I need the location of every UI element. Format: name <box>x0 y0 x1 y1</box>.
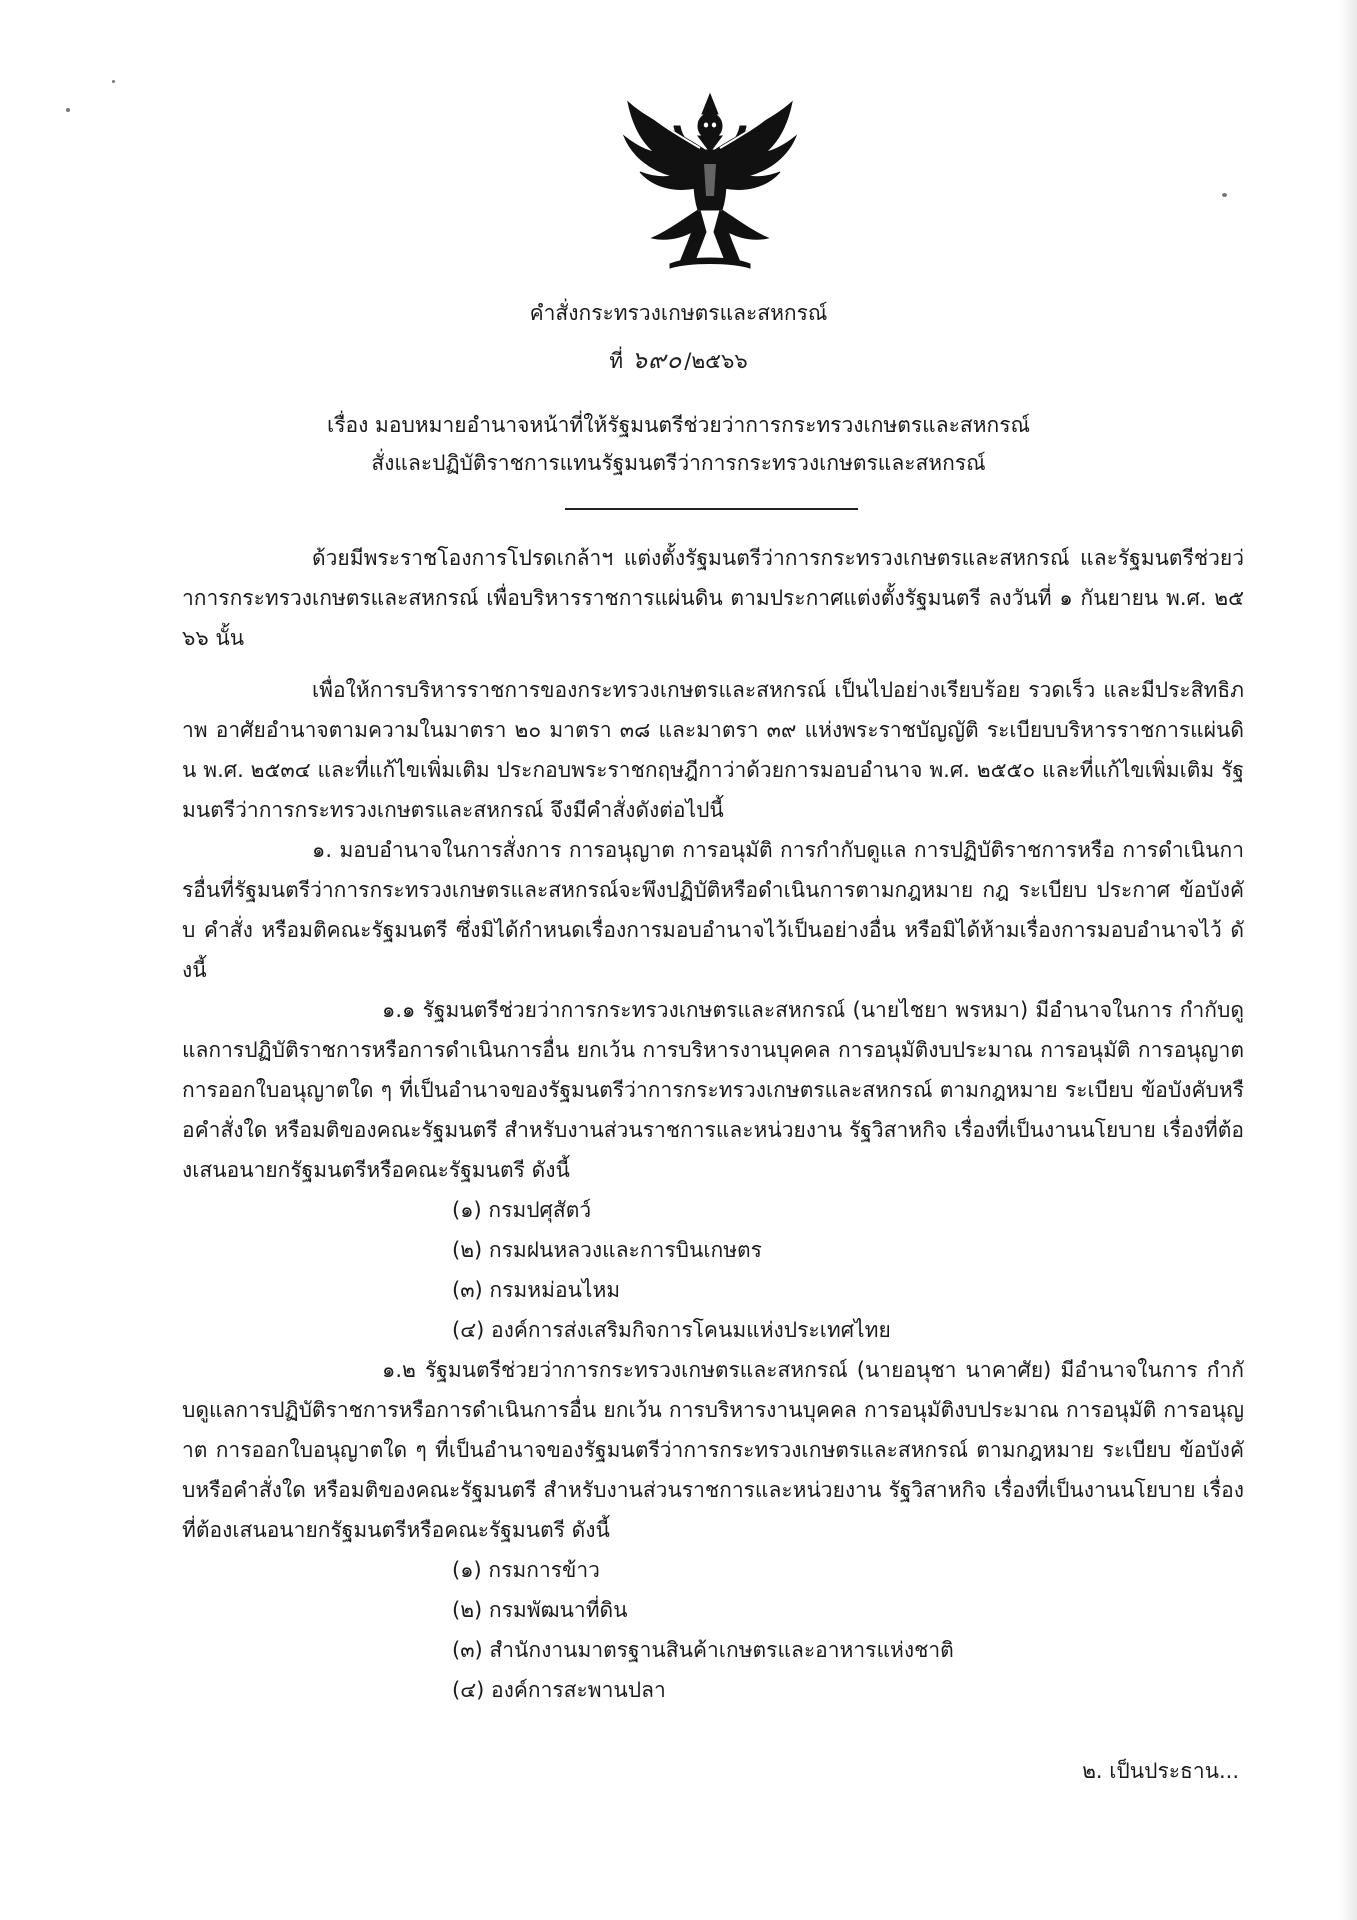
list-item: (๑) กรมปศุสัตว์ <box>452 1198 592 1222</box>
scan-speck <box>112 80 115 83</box>
list-item: (๓) สำนักงานมาตรฐานสินค้าเกษตรและอาหารแห่งชาติ <box>452 1638 954 1662</box>
paragraph-clause-1-2: ๑.๒ รัฐมนตรีช่วยว่าการกระทรวงเกษตรและสหกรณ์ (นายอนุชา นาคาศัย) มีอำนาจในการ กำกับดูแลการปฏิบัติราชการหรือการดำเนินการอื่น ยกเว้น การบริหารงานบุคคล การอนุมัติงบประมาณ การอนุมัติ การอนุญาต การออกใบอนุญาตใด ๆ ที่เป็นอำนาจของรัฐมนตรีว่าการกระทรวงเกษตรและสหกรณ์ ตามกฎหมาย ระเบียบ ข้อบังคับหรือคำสั่งใด หรือมติของคณะรัฐมนตรี สำหรับงานส่วนราชการและหน่วยงาน รัฐวิสาหกิจ เรื่องที่เป็นงานนโยบาย เรื่องที่ต้องเสนอนายกรัฐมนตรีหรือคณะรัฐมนตรี ดังนี้ <box>182 1358 1244 1542</box>
document-body <box>182 538 1244 1710</box>
list-item: (๔) องค์การสะพานปลา <box>452 1678 666 1702</box>
order-number-handwritten: ๖๙๐ <box>631 346 683 374</box>
paragraph-preamble: ด้วยมีพระราชโองการโปรดเกล้าฯ แต่งตั้งรัฐมนตรีว่าการกระทรวงเกษตรและสหกรณ์ และรัฐมนตรีช่วยว่าการกระทรวงเกษตรและสหกรณ์ เพื่อบริหารราชการแผ่นดิน ตามประกาศแต่งตั้งรัฐมนตรี ลงวันที่ ๑ กันยายน พ.ศ. ๒๕๖๖ นั้น <box>182 546 1244 650</box>
garuda-emblem-icon <box>610 92 810 272</box>
scan-speck <box>1222 193 1227 197</box>
order-title: คำสั่งกระทรวงเกษตรและสหกรณ์ <box>529 301 828 325</box>
paragraph-clause-1: ๑. มอบอำนาจในการสั่งการ การอนุญาต การอนุมัติ การกำกับดูแล การปฏิบัติราชการหรือ การดำเนินการอื่นที่รัฐมนตรีว่าการกระทรวงเกษตรและสหกรณ์จะพึงปฏิบัติหรือดำเนินการตามกฎหมาย กฎ ระเบียบ ประกาศ ข้อบังคับ คำสั่ง หรือมติคณะรัฐมนตรี ซึ่งมิได้กำหนดเรื่องการมอบอำนาจไว้เป็นอย่างอื่น หรือมิได้ห้ามเรื่องการมอบอำนาจไว้ ดังนี้ <box>182 838 1244 982</box>
list-item: (๔) องค์การส่งเสริมกิจการโคนมแห่งประเทศไทย <box>452 1318 891 1342</box>
scan-speck <box>66 108 70 112</box>
order-number <box>0 345 1357 376</box>
paragraph-clause-1-1: ๑.๑ รัฐมนตรีช่วยว่าการกระทรวงเกษตรและสหกรณ์ (นายไชยา พรหมา) มีอำนาจในการ กำกับดูแลการปฏิบัติราชการหรือการดำเนินการอื่น ยกเว้น การบริหารงานบุคคล การอนุมัติงบประมาณ การอนุมัติ การอนุญาต การออกใบอนุญาตใด ๆ ที่เป็นอำนาจของรัฐมนตรีว่าการกระทรวงเกษตรและสหกรณ์ ตามกฎหมาย ระเบียบ ข้อบังคับหรือคำสั่งใด หรือมติของคณะรัฐมนตรี สำหรับงานส่วนราชการและหน่วยงาน รัฐวิสาหกิจ เรื่องที่เป็นงานนโยบาย เรื่องที่ต้องเสนอนายกรัฐมนตรีหรือคณะรัฐมนตรี ดังนี้ <box>182 998 1244 1182</box>
list-item: (๓) กรมหม่อนไหม <box>452 1278 621 1302</box>
list-item: (๒) กรมฝนหลวงและการบินเกษตร <box>452 1238 762 1262</box>
title-divider <box>565 508 858 510</box>
scan-edge <box>1339 0 1357 1920</box>
order-number-year: /๒๕๖๖ <box>684 349 748 373</box>
subject-line-1: เรื่อง มอบหมายอำนาจหน้าที่ให้รัฐมนตรีช่วยว่าการกระทรวงเกษตรและสหกรณ์ <box>327 413 1030 437</box>
list-item: (๒) กรมพัฒนาที่ดิน <box>452 1598 628 1622</box>
order-number-prefix: ที่ <box>609 349 624 373</box>
paragraph-gap <box>182 658 1244 670</box>
continuation-marker: ๒. เป็นประธาน... <box>1082 1759 1239 1783</box>
list-item: (๑) กรมการข้าว <box>452 1558 600 1582</box>
paragraph-authority: เพื่อให้การบริหารราชการของกระทรวงเกษตรและสหกรณ์ เป็นไปอย่างเรียบร้อย รวดเร็ว และมีประสิทธิภาพ อาศัยอำนาจตามความในมาตรา ๒๐ มาตรา ๓๘ และมาตรา ๓๙ แห่งพระราชบัญญัติ ระเบียบบริหารราชการแผ่นดิน พ.ศ. ๒๕๓๔ และที่แก้ไขเพิ่มเติม ประกอบพระราชกฤษฎีกาว่าด้วยการมอบอำนาจ พ.ศ. ๒๕๕๐ และที่แก้ไขเพิ่มเติม รัฐมนตรีว่าการกระทรวงเกษตรและสหกรณ์ จึงมีคำสั่งดังต่อไปนี้ <box>182 678 1244 822</box>
subject-line-2: สั่งและปฏิบัติราชการแทนรัฐมนตรีว่าการกระทรวงเกษตรและสหกรณ์ <box>371 451 986 475</box>
